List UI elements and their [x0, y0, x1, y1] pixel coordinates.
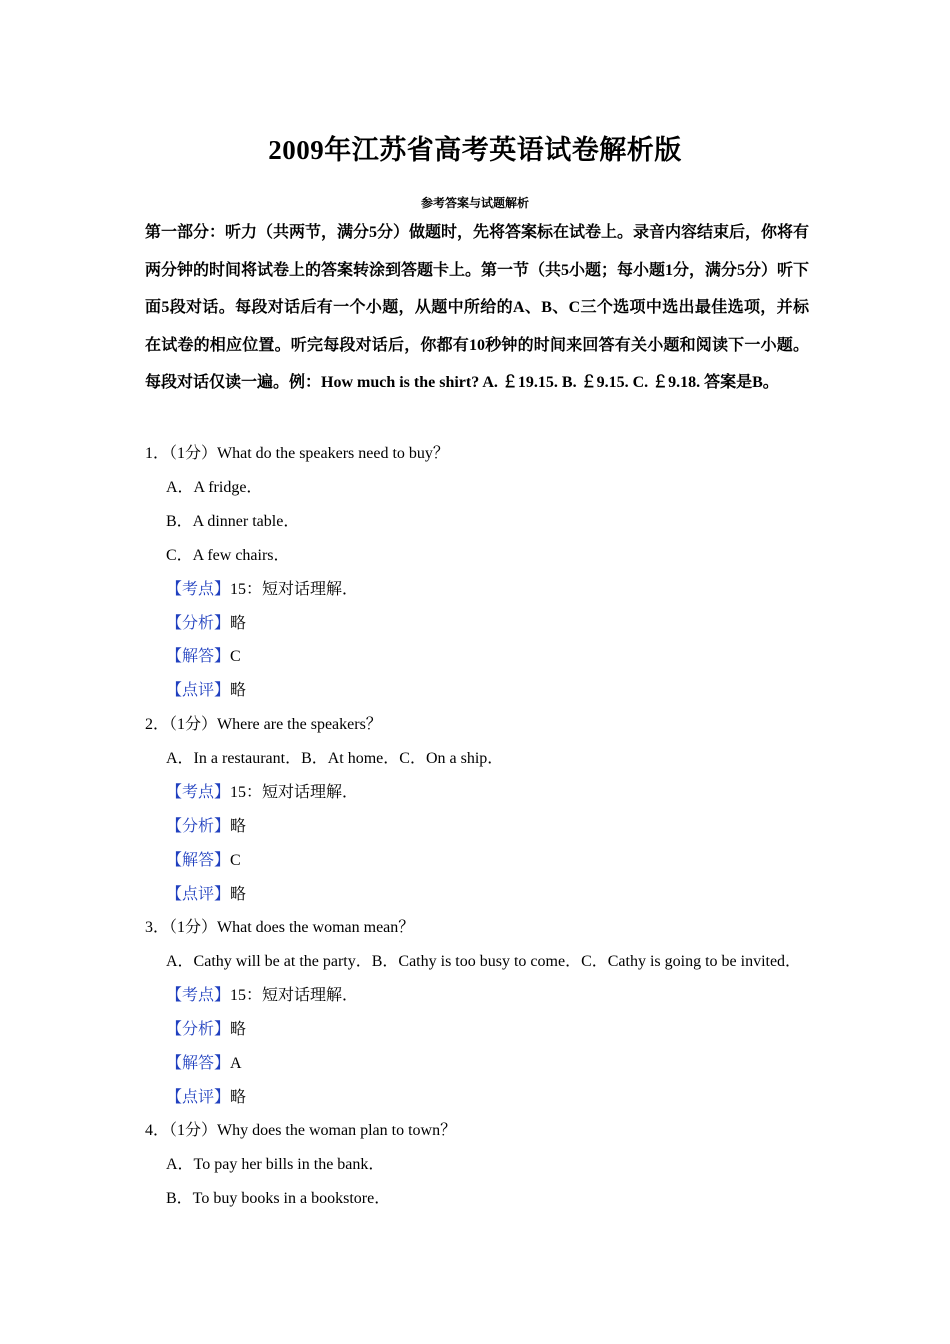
question-1-kaodian [166, 580, 358, 600]
question-2-dianping [166, 885, 246, 905]
jieda-label: 【解答】 [166, 852, 231, 869]
jieda-text: C [230, 852, 241, 869]
question-4-option-a: A．To pay her bills in the bank． [166, 1156, 385, 1173]
question-1-dianping [166, 681, 246, 701]
question-4-stem: 4．（1分）Why does the woman plan to town？ [145, 1122, 457, 1139]
question-3-options: A．Cathy will be at the party．B．Cathy is too busy to come．C．Cathy is going to be invited． [166, 953, 802, 970]
fenxi-label: 【分析】 [166, 615, 231, 632]
fenxi-label: 【分析】 [166, 818, 231, 835]
fenxi-label: 【分析】 [166, 1021, 231, 1038]
kaodian-label: 【考点】 [166, 784, 231, 801]
question-3-dianping [166, 1088, 246, 1108]
question-1-option-a: A．A fridge． [166, 479, 263, 496]
question-2-fenxi [166, 817, 246, 837]
kaodian-label: 【考点】 [166, 987, 231, 1004]
question-3-jieda [166, 1054, 242, 1074]
question-3-kaodian [166, 986, 358, 1006]
question-1-fenxi [166, 614, 246, 634]
question-3-stem: 3．（1分）What does the woman mean？ [145, 919, 415, 936]
question-1-jieda [166, 647, 241, 667]
kaodian-text: 15：短对话理解． [230, 987, 359, 1004]
page-subtitle: 参考答案与试题解析 [420, 196, 529, 210]
dianping-label: 【点评】 [166, 886, 231, 903]
jieda-text: C [230, 648, 241, 665]
fenxi-text: 略 [230, 818, 247, 835]
dianping-text: 略 [230, 682, 247, 699]
question-2-stem: 2．（1分）Where are the speakers？ [145, 716, 382, 733]
dianping-text: 略 [230, 886, 247, 903]
page-title: 2009年江苏省高考英语试卷解析版 [268, 135, 682, 165]
question-2-kaodian [166, 783, 358, 803]
kaodian-label: 【考点】 [166, 581, 231, 598]
jieda-text: A [230, 1055, 242, 1072]
question-1-stem: 1．（1分）What do the speakers need to buy？ [145, 445, 449, 462]
kaodian-text: 15：短对话理解． [230, 784, 359, 801]
jieda-label: 【解答】 [166, 1055, 231, 1072]
section-intro: 第一部分：听力（共两节，满分5分）做题时，先将答案标在试卷上。录音内容结束后，你将有两分钟的时间将试卷上的答案转涂到答题卡上。第一节（共5小题；每小题1分，满分5分）听下面5段对话。每段对话后有一个小题，从题中所给的A、B、C三个选项中选出最佳选项，并标在试卷的相应位置。听完每段对话后，你都有10秒钟的时间来回答有关小题和阅读下一小题。每段对话仅读一遍。例：How much is the shirt? A. ￡19.15. B. ￡9.15. C. ￡9.18. 答案是B。 [145, 224, 810, 391]
fenxi-text: 略 [230, 1021, 247, 1038]
question-1-option-b: B．A dinner table． [166, 513, 300, 530]
question-2-options: A．In a restaurant．B．At home．C．On a ship． [166, 750, 504, 767]
question-2-jieda [166, 851, 241, 871]
dianping-text: 略 [230, 1089, 247, 1106]
kaodian-text: 15：短对话理解． [230, 581, 359, 598]
dianping-label: 【点评】 [166, 1089, 231, 1106]
question-1-option-c: C．A few chairs． [166, 547, 290, 564]
question-3-fenxi [166, 1020, 246, 1040]
question-4-option-b: B．To buy books in a bookstore． [166, 1190, 391, 1207]
dianping-label: 【点评】 [166, 682, 231, 699]
fenxi-text: 略 [230, 615, 247, 632]
jieda-label: 【解答】 [166, 648, 231, 665]
